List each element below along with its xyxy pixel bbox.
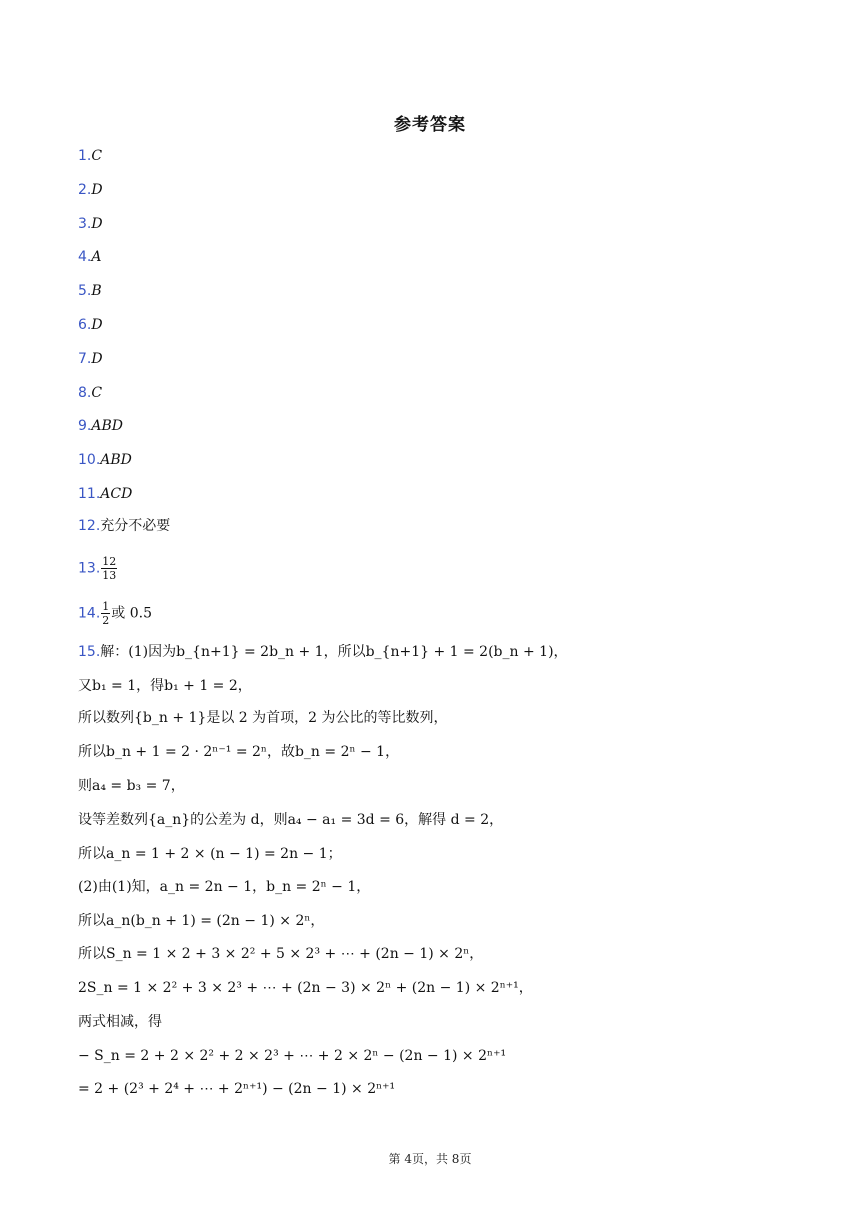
solution-text: (2)由(1)知，a_n = 2n − 1，b_n = 2ⁿ − 1， (78, 879, 371, 895)
answer-text: 充分不必要 (100, 518, 171, 534)
solution-text: 解：(1)因为b_{n+1} = 2b_n + 1，所以b_{n+1} + 1 = 2(b_n + 1)， (100, 644, 568, 660)
answer-number: 13. (78, 560, 101, 577)
answer-choice: D (91, 317, 103, 333)
fraction-denominator: 2 (102, 614, 110, 627)
answer-item (78, 247, 101, 267)
solution-line (78, 911, 324, 931)
solution-line (78, 642, 568, 662)
answer-13 (78, 556, 118, 581)
answer-item (78, 349, 103, 369)
answer-choice: ACD (100, 486, 133, 502)
answer-choice: C (91, 148, 103, 164)
answer-number: 9. (78, 418, 92, 435)
answer-item (78, 214, 103, 234)
page-title: 参考答案 (394, 115, 466, 135)
page-footer: 第 4页，共 8页 (388, 1152, 472, 1166)
answer-number: 7. (78, 350, 92, 367)
answer-choice: A (91, 249, 102, 266)
answer-choice: D (91, 215, 103, 232)
answer-12 (78, 516, 170, 536)
solution-text: 所以S_n = 1 × 2 + 3 × 2² + 5 × 2³ + ⋯ + (2n − 1) × 2ⁿ， (78, 946, 484, 962)
answer-number: 14. (78, 605, 101, 622)
solution-text: 所以数列{b_n + 1}是以 2 为首项，2 为公比的等比数列， (78, 710, 448, 726)
answer-item (78, 315, 103, 335)
answer-choice: C (91, 384, 103, 401)
answer-number: 2. (78, 181, 92, 198)
solution-line (78, 944, 483, 964)
answer-number: 10. (78, 452, 101, 469)
fraction-denominator: 13 (102, 569, 117, 582)
solution-text: 设等差数列{a_n}的公差为 d，则a₄ − a₁ = 3d = 6，解得 d = 2， (78, 812, 504, 828)
fraction (101, 556, 117, 581)
solution-line (78, 810, 503, 830)
answer-item (78, 484, 132, 504)
solution-text: 则a₄ = b₃ = 7， (78, 778, 185, 794)
solution-line (78, 978, 533, 998)
answer-item (78, 146, 102, 166)
solution-text: 所以a_n(b_n + 1) = (2n − 1) × 2ⁿ， (78, 913, 325, 929)
solution-line (78, 1079, 395, 1099)
solution-text: 又b₁ = 1，得b₁ + 1 = 2， (78, 678, 252, 694)
solution-text: − S_n = 2 + 2 × 2² + 2 × 2³ + ⋯ + 2 × 2ⁿ − (2n − 1) × 2ⁿ⁺¹ (78, 1048, 507, 1064)
solution-line (78, 1012, 162, 1032)
solution-line (78, 1046, 506, 1066)
answer-number: 6. (78, 317, 92, 333)
answer-number: 5. (78, 283, 92, 300)
answer-choice: D (91, 181, 103, 198)
fraction (101, 601, 110, 626)
solution-text: 所以b_n + 1 = 2 · 2ⁿ⁻¹ = 2ⁿ，故b_n = 2ⁿ − 1， (78, 744, 400, 760)
answer-item (78, 383, 102, 403)
answer-choice: D (91, 350, 103, 367)
solution-text: 所以a_n = 1 + 2 × (n − 1) = 2n − 1； (78, 846, 342, 862)
answer-number: 3. (78, 215, 92, 232)
fraction-numerator: 12 (102, 555, 117, 568)
solution-line (78, 844, 342, 864)
answer-number: 1. (78, 148, 92, 164)
answer-number: 4. (78, 249, 92, 266)
solution-line (78, 877, 370, 897)
solution-line (78, 776, 185, 796)
answer-item (78, 450, 132, 470)
answer-number: 12. (78, 518, 101, 534)
answer-number: 8. (78, 384, 92, 401)
answer-item (78, 281, 102, 301)
answer-14 (78, 601, 152, 626)
answer-item (78, 416, 123, 436)
answer-choice: ABD (91, 418, 123, 435)
answer-number: 15. (78, 644, 101, 660)
answer-number: 11. (78, 486, 101, 502)
solution-text: 2S_n = 1 × 2² + 3 × 2³ + ⋯ + (2n − 3) × 2ⁿ + (2n − 1) × 2ⁿ⁺¹， (78, 980, 533, 996)
answer-choice: B (91, 283, 102, 300)
answer-item (78, 180, 103, 200)
answer-suffix: 或 0.5 (111, 605, 152, 622)
solution-line (78, 708, 448, 728)
answer-choice: ABD (100, 452, 132, 469)
solution-line (78, 742, 399, 762)
solution-line (78, 676, 252, 696)
solution-text: 两式相减，得 (78, 1014, 162, 1030)
solution-text: = 2 + (2³ + 2⁴ + ⋯ + 2ⁿ⁺¹) − (2n − 1) × 2ⁿ⁺¹ (78, 1081, 396, 1097)
fraction-numerator: 1 (102, 600, 110, 613)
